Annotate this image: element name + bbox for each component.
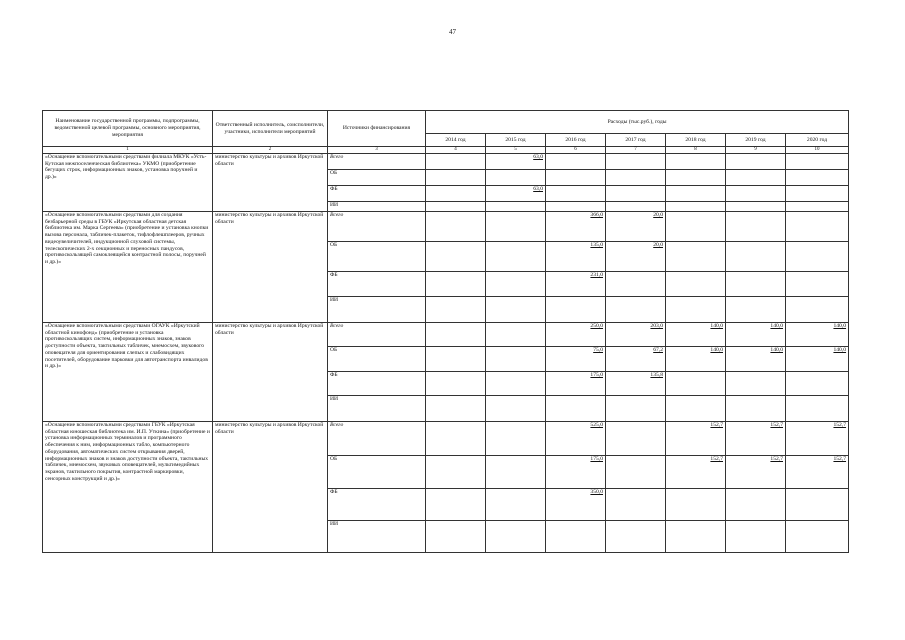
expense-value	[726, 242, 786, 272]
expense-value	[426, 372, 486, 396]
expense-value: 140,0	[726, 323, 786, 347]
expense-value	[606, 202, 666, 212]
expense-value	[666, 372, 726, 396]
column-number: 5	[486, 147, 546, 154]
expense-value	[666, 154, 726, 170]
expense-value	[666, 212, 726, 242]
expense-value: 152,7	[666, 422, 726, 456]
activity-executor: министерство культуры и архивов Иркутской области	[213, 323, 328, 422]
budget-table	[42, 110, 849, 553]
funding-source: ФБ	[328, 372, 426, 396]
expense-value	[606, 272, 666, 297]
expense-value	[786, 202, 849, 212]
header-executor: Ответственный исполнитель, соисполнители, участники, исполнители мероприятий	[213, 111, 328, 147]
expense-value	[786, 272, 849, 297]
expense-value	[726, 297, 786, 323]
page-number: 47	[449, 28, 456, 36]
expense-value	[486, 297, 546, 323]
column-number: 8	[666, 147, 726, 154]
funding-source: Всего	[328, 212, 426, 242]
expense-value: 63,0	[486, 154, 546, 170]
expense-value	[606, 489, 666, 521]
funding-source: ОБ	[328, 242, 426, 272]
expense-value	[426, 422, 486, 456]
expense-value	[666, 186, 726, 202]
funding-source: ОБ	[328, 456, 426, 489]
expense-value	[606, 396, 666, 422]
column-number: 6	[546, 147, 606, 154]
expense-value: 140,0	[666, 347, 726, 372]
expense-value: 135,8	[606, 372, 666, 396]
expense-value: 152,7	[726, 456, 786, 489]
expense-value: 63,0	[486, 186, 546, 202]
expense-value	[606, 297, 666, 323]
funding-source: ИИ	[328, 202, 426, 212]
expense-value	[666, 242, 726, 272]
expense-value	[486, 396, 546, 422]
expense-value: 140,0	[786, 323, 849, 347]
funding-source: ОБ	[328, 347, 426, 372]
header-source: Источники финансирования	[328, 111, 426, 147]
table-row	[43, 212, 849, 242]
expense-value	[486, 422, 546, 456]
expense-value	[606, 521, 666, 553]
funding-source: Всего	[328, 422, 426, 456]
expense-value	[606, 154, 666, 170]
expense-value: 140,0	[786, 347, 849, 372]
activity-description: «Оснащение вспомогательными средствами филиала МКУК «Усть-Кутская межпоселенческая библиотека» УКМО (приобретение бегущих строк, информационных знаков, установка поручней и др.)»	[43, 154, 213, 212]
expense-value: 20,0	[606, 242, 666, 272]
expense-value: 152,7	[786, 456, 849, 489]
activity-executor: министерство культуры и архивов Иркутской области	[213, 422, 328, 553]
expense-value	[666, 297, 726, 323]
expense-value	[426, 489, 486, 521]
funding-source: ИИ	[328, 521, 426, 553]
column-number: 3	[328, 147, 426, 154]
expense-value	[726, 202, 786, 212]
funding-source: Всего	[328, 323, 426, 347]
expense-value	[726, 489, 786, 521]
funding-source: ФБ	[328, 272, 426, 297]
expense-value	[726, 272, 786, 297]
table-row	[43, 154, 849, 170]
column-number: 7	[606, 147, 666, 154]
expense-value	[786, 521, 849, 553]
funding-source: ФБ	[328, 186, 426, 202]
expense-value: 152,7	[726, 422, 786, 456]
expense-value	[486, 489, 546, 521]
column-number: 10	[786, 147, 849, 154]
table-row	[43, 323, 849, 347]
expense-value	[786, 242, 849, 272]
expense-value	[546, 186, 606, 202]
expense-value: 231,0	[546, 272, 606, 297]
column-number: 2	[213, 147, 328, 154]
header-year: 2016 год	[546, 134, 606, 147]
expense-value	[426, 186, 486, 202]
expense-value	[426, 242, 486, 272]
expense-value: 350,0	[546, 489, 606, 521]
expense-value	[666, 272, 726, 297]
expense-value	[546, 297, 606, 323]
expense-value	[786, 170, 849, 186]
expense-value	[486, 372, 546, 396]
column-number: 4	[426, 147, 486, 154]
expense-value	[606, 186, 666, 202]
expense-value	[546, 521, 606, 553]
expense-value	[426, 347, 486, 372]
expense-value: 75,0	[546, 347, 606, 372]
header-year: 2020 год	[786, 134, 849, 147]
expense-value	[546, 154, 606, 170]
expense-value	[426, 297, 486, 323]
funding-source: ФБ	[328, 489, 426, 521]
expense-value	[486, 170, 546, 186]
expense-value: 175,0	[546, 456, 606, 489]
expense-value: 67,2	[606, 347, 666, 372]
expense-value	[426, 396, 486, 422]
expense-value	[486, 272, 546, 297]
column-number: 9	[726, 147, 786, 154]
activity-executor: министерство культуры и архивов Иркутской области	[213, 212, 328, 323]
expense-value: 140,0	[726, 347, 786, 372]
expense-value	[546, 396, 606, 422]
expense-value	[726, 170, 786, 186]
header-year: 2017 год	[606, 134, 666, 147]
expense-value	[486, 456, 546, 489]
expense-value: 525,0	[546, 422, 606, 456]
expense-value	[426, 202, 486, 212]
header-name: Наименование государственной программы, подпрограммы, ведомственной целевой программы, основного мероприятия, мероприятия	[43, 111, 213, 147]
expense-value	[726, 154, 786, 170]
header-year: 2014 год	[426, 134, 486, 147]
expense-value	[426, 154, 486, 170]
expense-value: 366,0	[546, 212, 606, 242]
activity-executor: министерство культуры и архивов Иркутской области	[213, 154, 328, 212]
expense-value: 20,0	[606, 212, 666, 242]
expense-value	[426, 212, 486, 242]
expense-value	[426, 323, 486, 347]
header-year: 2015 год	[486, 134, 546, 147]
header-expenses: Расходы (тыс.руб.), годы	[426, 111, 849, 134]
funding-source: ИИ	[328, 297, 426, 323]
header-year: 2019 год	[726, 134, 786, 147]
expense-value	[486, 521, 546, 553]
funding-source: Всего	[328, 154, 426, 170]
expense-value: 152,7	[666, 456, 726, 489]
expense-value	[606, 456, 666, 489]
expense-value	[726, 186, 786, 202]
expense-value	[426, 521, 486, 553]
expense-value: 152,7	[786, 422, 849, 456]
expense-value: 175,0	[546, 372, 606, 396]
expense-value: 203,0	[606, 323, 666, 347]
activity-description: «Оснащение вспомогательными средствами ОГАУК «Иркутский областной кинофонд» (приобретение и установка противоскользящих систем, информационных знаков, знаков доступности объекта, тактильных табличек, мнемосхем, звукового оповещателя для ориентирования слепых и слабовидящих посетителей, оборудование парковки для автотранспорта инвалидов и др.)»	[43, 323, 213, 422]
expense-value	[486, 212, 546, 242]
expense-value: 135,0	[546, 242, 606, 272]
expense-value	[726, 212, 786, 242]
expense-value	[546, 202, 606, 212]
expense-value	[486, 242, 546, 272]
expense-value	[606, 422, 666, 456]
expense-value	[666, 489, 726, 521]
expense-value	[726, 396, 786, 422]
expense-value	[666, 396, 726, 422]
funding-source: ОБ	[328, 170, 426, 186]
expense-value	[666, 202, 726, 212]
expense-value	[486, 347, 546, 372]
expense-value	[786, 154, 849, 170]
expense-value	[426, 456, 486, 489]
expense-value	[786, 489, 849, 521]
expense-value: 140,0	[666, 323, 726, 347]
expense-value	[786, 212, 849, 242]
activity-description: «Оснащение вспомогательными средствами ГБУК «Иркутская областная юношеская библиотека им. И.П. Уткина» (приобретение и установка информационных терминалов и программного обеспечения к ним, информационных табло, компьютерного оборудования, автоматических систем открывания дверей, информационных знаков и знаков доступности объекта, тактильных табличек, мнемосхем, звуковых оповещателей, мультимедийных экранов, тактильного покрытия, контрастной маркировки, сенсорных конструкций и др.)»	[43, 422, 213, 553]
expense-value	[666, 170, 726, 186]
expense-value	[786, 372, 849, 396]
expense-value	[426, 170, 486, 186]
expense-value	[726, 372, 786, 396]
column-number: 1	[43, 147, 213, 154]
expense-value	[426, 272, 486, 297]
expense-value	[726, 521, 786, 553]
expense-value	[786, 186, 849, 202]
expense-value	[786, 396, 849, 422]
expense-value	[606, 170, 666, 186]
expense-value	[546, 170, 606, 186]
header-year: 2018 год	[666, 134, 726, 147]
funding-source: ИИ	[328, 396, 426, 422]
activity-description: «Оснащение вспомогательными средствами для создания безбарьерной среды в ГБУК «Иркутская областная детская библиотека им. Марка Сергеева» (приобретение и установка кнопки вызова персонала, табличек-плакеток, тифлофлешплееров, ручных видеоувеличителей, индукционной слуховой системы, телескопических 2-х секционных и переносных пандусов, противоскользящей самоклеящейся контрастной полосы, поручней и др.)»	[43, 212, 213, 323]
expense-value: 250,0	[546, 323, 606, 347]
expense-value	[486, 202, 546, 212]
expense-value	[786, 297, 849, 323]
expense-value	[486, 323, 546, 347]
table-row	[43, 422, 849, 456]
expense-value	[666, 521, 726, 553]
